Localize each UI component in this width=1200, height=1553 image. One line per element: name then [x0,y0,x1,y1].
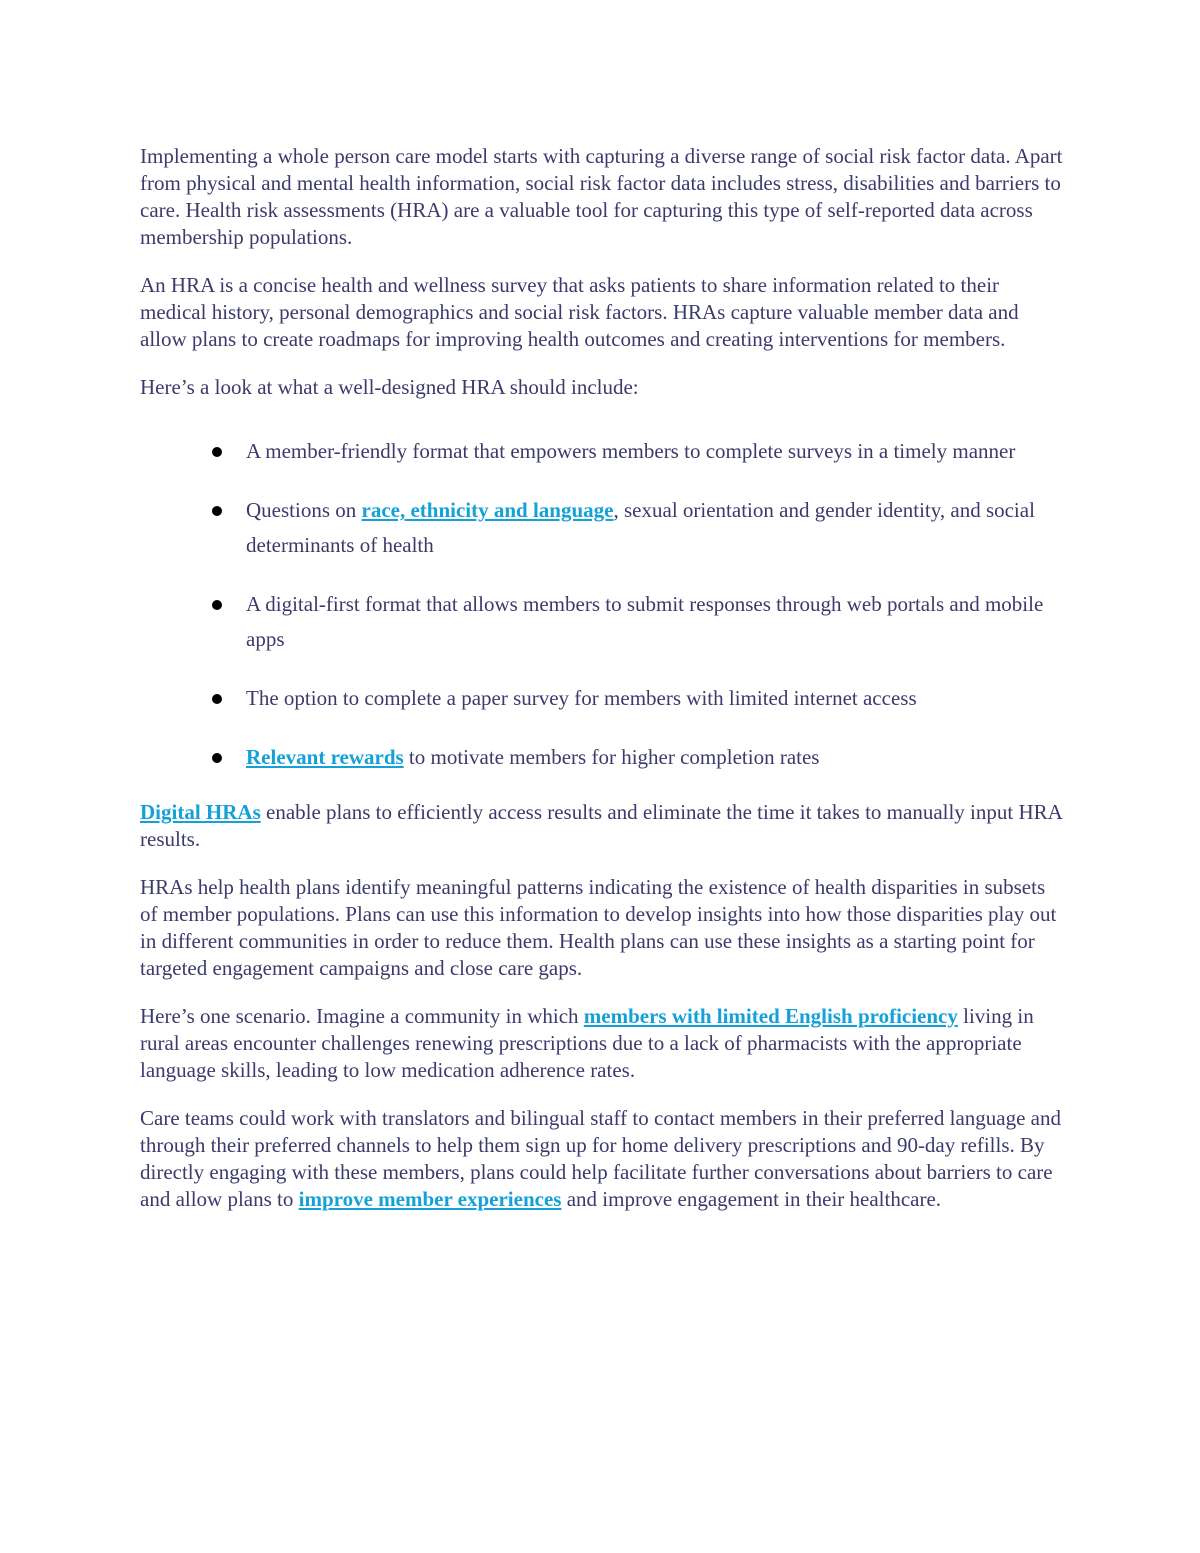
list-item [140,681,1065,716]
document-page [140,143,1065,1234]
paragraph-text: Care teams could work with translators and bilingual staff to contact members in their preferred language and through their preferred channels to help them sign up for home delivery prescriptions and 90-day refills. By directly engaging with these members, plans could help facilitate further conversations about barriers to care and allow plans to [140,1106,1061,1211]
paragraph-hra-definition: An HRA is a concise health and wellness survey that asks patients to share information related to their medical history, personal demographics and social risk factors. HRAs capture valuable member data and allow plans to create roadmaps for improving health outcomes and creating interventions for members. [140,273,1019,351]
paragraph-scenario [140,1003,1065,1084]
relevant-rewards-link[interactable]: Relevant rewards [246,745,404,769]
paragraph-text: Here’s one scenario. Imagine a community in which [140,1004,584,1028]
list-item [140,740,1065,775]
race-ethnicity-language-link[interactable]: race, ethnicity and language [361,498,614,522]
paragraph-list-intro: Here’s a look at what a well-designed HRA should include: [140,375,639,399]
paragraph-health-disparities: HRAs help health plans identify meaningful patterns indicating the existence of health disparities in subsets of member populations. Plans can use this information to develop insights into how those disparities play out in different communities in order to reduce them. Health plans can use these insights as a starting point for targeted engagement campaigns and close care gaps. [140,875,1057,980]
list-item-text-start: Questions on [246,498,362,522]
hra-features-list [140,434,1065,775]
bullet-icon [212,506,222,516]
paragraph-text: enable plans to efficiently access results and eliminate the time it takes to manually input HRA results. [140,800,1062,851]
list-item [140,493,1065,563]
list-item [140,587,1065,657]
list-item-text: A member-friendly format that empowers members to complete surveys in a timely manner [246,439,1016,463]
limited-english-proficiency-link[interactable]: members with limited English proficiency [583,1004,958,1028]
bullet-icon [212,600,222,610]
bullet-icon [212,694,222,704]
list-item [140,434,1065,469]
list-item-text: The option to complete a paper survey for members with limited internet access [246,686,917,710]
list-item-text-end: to motivate members for higher completion rates [403,745,820,769]
list-item-text [246,745,819,769]
list-item-text [246,498,1035,557]
paragraph-text: living in rural areas encounter challenges renewing prescriptions due to a lack of pharmacists with the appropriate language skills, leading to low medication adherence rates. [140,1004,1034,1082]
list-item-text: A digital-first format that allows members to submit responses through web portals and mobile apps [246,592,1044,651]
paragraph-text: and improve engagement in their healthcare. [561,1187,942,1211]
paragraph-intro: Implementing a whole person care model starts with capturing a diverse range of social risk factor data. Apart from physical and mental health information, social risk factor data includes stress, disabilities and barriers to care. Health risk assessments (HRA) are a valuable tool for capturing this type of self-reported data across membership populations. [140,144,1063,249]
bullet-icon [212,753,222,763]
bullet-icon [212,447,222,457]
paragraph-care-teams [140,1105,1065,1213]
paragraph-digital-hras [140,799,1065,853]
list-item-text-end: , sexual orientation and gender identity, and social determinants of health [246,498,1035,557]
digital-hras-link[interactable]: Digital HRAs [140,800,261,824]
improve-member-experiences-link[interactable]: improve member experiences [298,1187,562,1211]
